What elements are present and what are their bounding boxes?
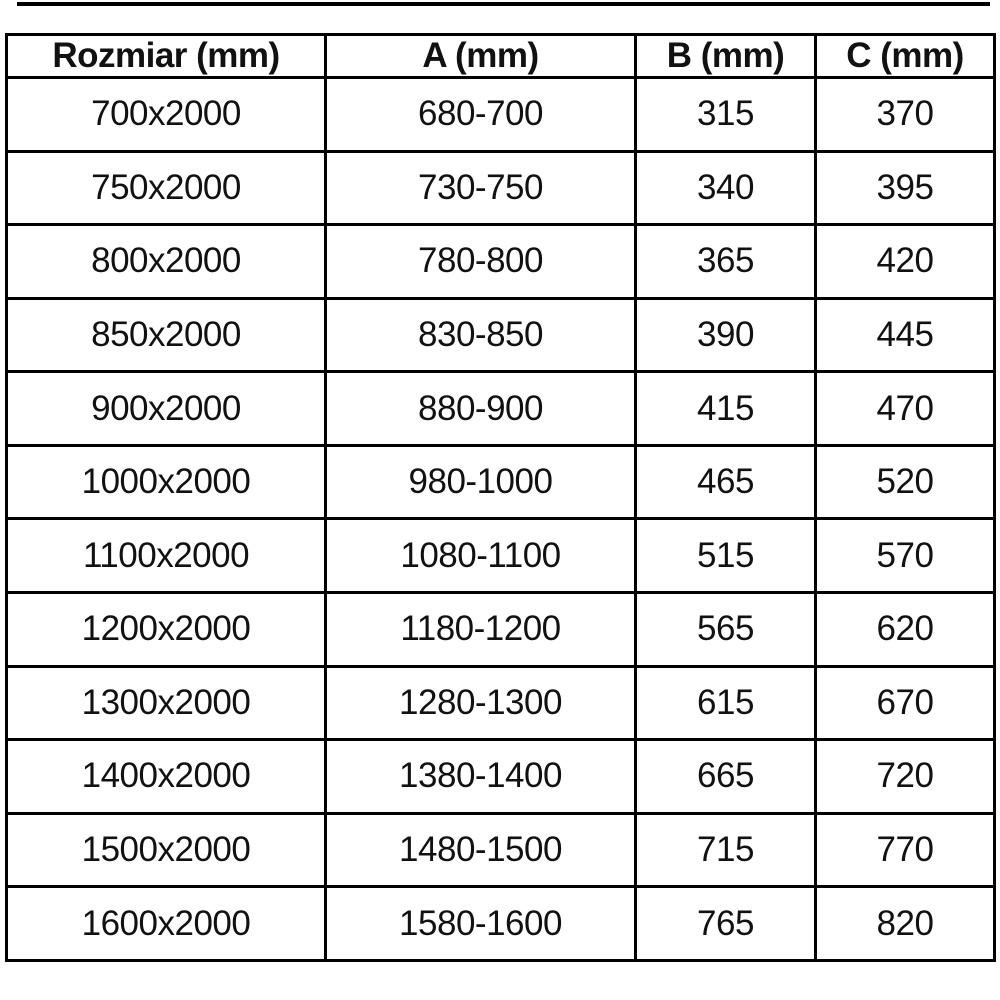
table-cell: 1580-1600 (326, 887, 636, 961)
table-cell: 365 (636, 225, 816, 299)
table-row (7, 225, 995, 299)
table-cell: 750x2000 (7, 151, 326, 225)
table-cell: 1300x2000 (7, 666, 326, 740)
table-cell: 830-850 (326, 298, 636, 372)
table-cell: 980-1000 (326, 445, 636, 519)
header-row (7, 35, 995, 78)
table-row (7, 519, 995, 593)
table-row (7, 593, 995, 667)
table-cell: 445 (816, 298, 995, 372)
table-cell: 370 (816, 78, 995, 152)
table-cell: 420 (816, 225, 995, 299)
table-cell: 765 (636, 887, 816, 961)
table-cell: 340 (636, 151, 816, 225)
size-spec-table (5, 33, 996, 962)
table-cell: 680-700 (326, 78, 636, 152)
table-cell: 700x2000 (7, 78, 326, 152)
table-cell: 1080-1100 (326, 519, 636, 593)
table-cell: 1600x2000 (7, 887, 326, 961)
table-row (7, 813, 995, 887)
table-row (7, 298, 995, 372)
table-cell: 520 (816, 445, 995, 519)
table-cell: 470 (816, 372, 995, 446)
table-cell: 570 (816, 519, 995, 593)
table-row (7, 445, 995, 519)
header-cell-a: A (mm) (326, 35, 636, 78)
table-cell: 620 (816, 593, 995, 667)
table-cell: 1380-1400 (326, 740, 636, 814)
table-row (7, 78, 995, 152)
table-cell: 665 (636, 740, 816, 814)
table-cell: 465 (636, 445, 816, 519)
table-cell: 1480-1500 (326, 813, 636, 887)
table-cell: 730-750 (326, 151, 636, 225)
table-cell: 670 (816, 666, 995, 740)
table-cell: 820 (816, 887, 995, 961)
table-cell: 1280-1300 (326, 666, 636, 740)
table-cell: 515 (636, 519, 816, 593)
table-cell: 1100x2000 (7, 519, 326, 593)
table-cell: 1000x2000 (7, 445, 326, 519)
table-cell: 565 (636, 593, 816, 667)
top-rule (17, 2, 990, 6)
table-cell: 315 (636, 78, 816, 152)
table-cell: 850x2000 (7, 298, 326, 372)
table-cell: 900x2000 (7, 372, 326, 446)
header-cell-c: C (mm) (816, 35, 995, 78)
table-row (7, 151, 995, 225)
table-row (7, 740, 995, 814)
table-cell: 1180-1200 (326, 593, 636, 667)
table-cell: 615 (636, 666, 816, 740)
table-cell: 390 (636, 298, 816, 372)
table-cell: 1200x2000 (7, 593, 326, 667)
table-cell: 1500x2000 (7, 813, 326, 887)
table-cell: 880-900 (326, 372, 636, 446)
table-cell: 800x2000 (7, 225, 326, 299)
table-cell: 720 (816, 740, 995, 814)
table-cell: 415 (636, 372, 816, 446)
table-row (7, 372, 995, 446)
table-row (7, 666, 995, 740)
table-row (7, 887, 995, 961)
table-body (7, 78, 995, 961)
header-cell-rozmiar: Rozmiar (mm) (7, 35, 326, 78)
table-cell: 780-800 (326, 225, 636, 299)
table-cell: 715 (636, 813, 816, 887)
table-cell: 395 (816, 151, 995, 225)
header-cell-b: B (mm) (636, 35, 816, 78)
table-cell: 770 (816, 813, 995, 887)
table-cell: 1400x2000 (7, 740, 326, 814)
